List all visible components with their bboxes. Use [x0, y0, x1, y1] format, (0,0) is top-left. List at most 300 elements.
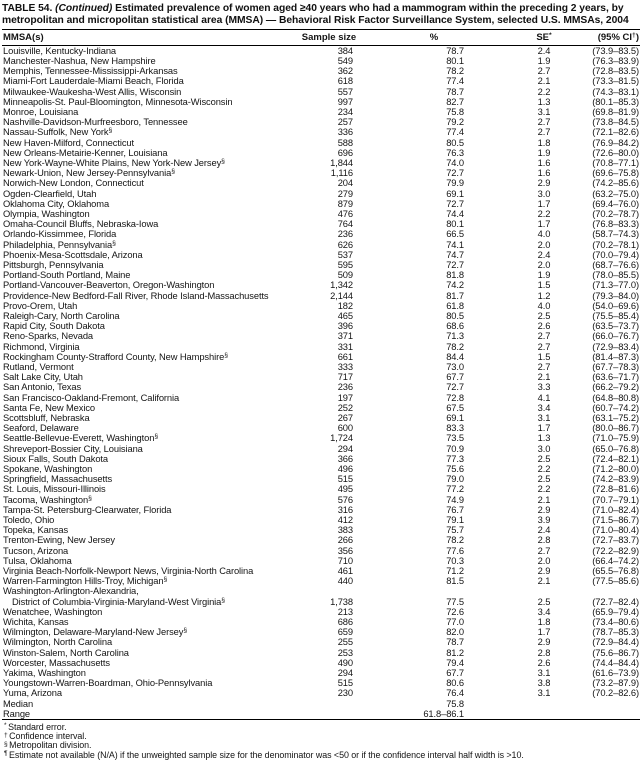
sample-size: 396: [337, 321, 353, 332]
mmsa-name: Milwaukee-Waukesha-West Allis, Wisconsin: [3, 86, 182, 97]
mmsa-name: Rapid City, South Dakota: [3, 321, 105, 332]
confidence-interval: (72.9–83.4): [592, 341, 639, 352]
footnote-marker: §: [224, 351, 228, 359]
confidence-interval: (70.8–77.1): [592, 157, 639, 168]
mmsa-name: Tulsa, Oklahoma: [3, 555, 72, 566]
mmsa-name: Newark-Union, New Jersey-Pennsylvania§: [3, 168, 175, 179]
standard-error: 2.9: [537, 637, 551, 648]
percent-value: 78.7: [446, 45, 464, 56]
percent-value: 67.5: [446, 402, 464, 413]
table-row: [2, 433, 640, 443]
sample-size: 333: [337, 361, 353, 372]
standard-error: 2.9: [537, 566, 551, 577]
mmsa-name: Portland-Vancouver-Beaverton, Oregon-Washington: [3, 280, 215, 291]
standard-error: 2.5: [537, 596, 551, 607]
title-continued: (Continued): [55, 3, 113, 14]
sample-size: 255: [337, 637, 353, 648]
table-row: [2, 280, 640, 290]
footnote: † Confidence interval.: [4, 731, 87, 741]
percent-value: 74.0: [446, 157, 464, 168]
sample-size: 204: [337, 178, 353, 189]
confidence-interval: (80.1–85.3): [592, 96, 639, 107]
confidence-interval: (65.0–76.8): [592, 443, 639, 454]
mmsa-name: Wichita, Kansas: [3, 617, 69, 628]
mmsa-name: Norwich-New London, Connecticut: [3, 178, 144, 189]
standard-error: 1.3: [537, 433, 551, 444]
percent-value: 71.3: [446, 331, 464, 342]
standard-error: 4.0: [537, 229, 551, 240]
table-row: [2, 658, 640, 668]
table-row: [2, 148, 640, 158]
mmsa-name: Olympia, Washington: [3, 208, 90, 219]
confidence-interval: (66.4–74.2): [592, 555, 639, 566]
table-row: [2, 535, 640, 545]
confidence-interval: (69.4–76.0): [592, 198, 639, 209]
sample-size: 362: [337, 66, 353, 77]
mmsa-name: Manchester-Nashua, New Hampshire: [3, 55, 156, 66]
standard-error: 1.9: [537, 270, 551, 281]
table-row: [2, 525, 640, 535]
mmsa-name: Reno-Sparks, Nevada: [3, 331, 94, 342]
table-row: [2, 219, 640, 229]
mmsa-name: New Haven-Milford, Connecticut: [3, 137, 134, 148]
sample-size: 279: [337, 188, 353, 199]
sample-size: 1,342: [330, 280, 353, 291]
percent-value: 73.5: [446, 433, 464, 444]
percent-value: 73.0: [446, 361, 464, 372]
standard-error: 2.4: [537, 45, 551, 56]
column-header: Sample size: [299, 30, 359, 46]
confidence-interval: (73.2–87.9): [592, 678, 639, 689]
percent-value: 67.7: [446, 372, 464, 383]
mmsa-name: San Antonio, Texas: [3, 382, 82, 393]
sample-size: 661: [337, 351, 353, 362]
mmsa-name: Sioux Falls, South Dakota: [3, 453, 109, 464]
sample-size: 588: [337, 137, 353, 148]
percent-value: 72.6: [446, 606, 464, 617]
standard-error: 3.4: [537, 402, 551, 413]
mmsa-name: Oklahoma City, Oklahoma: [3, 198, 110, 209]
sample-size: 686: [337, 617, 353, 628]
standard-error: 2.5: [537, 310, 551, 321]
sample-size: 997: [337, 96, 353, 107]
sample-size: 515: [337, 474, 353, 485]
percent-value: 74.1: [446, 239, 464, 250]
table-body: [2, 45, 640, 719]
standard-error: 2.5: [537, 474, 551, 485]
mmsa-name: Ogden-Clearfield, Utah: [3, 188, 97, 199]
sample-size: 267: [337, 413, 353, 423]
percent-value: 75.6: [446, 464, 464, 475]
footnotes: [2, 723, 638, 761]
footnote-marker: †: [632, 31, 636, 39]
mmsa-name: Trenton-Ewing, New Jersey: [3, 535, 115, 546]
mmsa-name: Wilmington, Delaware-Maryland-New Jersey§: [3, 627, 188, 638]
table-row: [2, 637, 640, 647]
table-row: [2, 576, 640, 586]
percent-value: 77.4: [446, 127, 464, 138]
sample-size: 331: [337, 341, 353, 352]
footnote-marker: †: [4, 731, 8, 739]
table-row: [2, 382, 640, 392]
sample-size: 366: [337, 453, 353, 464]
table-row: [2, 270, 640, 280]
table-row: [2, 362, 640, 372]
table-row: [2, 495, 640, 505]
confidence-interval: (58.7–74.3): [592, 229, 639, 240]
table-number: TABLE 54.: [2, 3, 53, 14]
standard-error: 2.9: [537, 504, 551, 515]
standard-error: 2.7: [537, 127, 551, 138]
table-row: [2, 260, 640, 270]
sample-size: 1,844: [330, 157, 353, 168]
confidence-interval: (63.5–73.7): [592, 321, 639, 332]
sample-size: 557: [337, 86, 353, 97]
standard-error: 3.8: [537, 678, 551, 689]
footnote-marker: §: [112, 239, 116, 247]
mmsa-name: Phoenix-Mesa-Scottsdale, Arizona: [3, 249, 143, 260]
confidence-interval: (74.2–85.6): [592, 178, 639, 189]
table-row: [2, 240, 640, 250]
standard-error: 1.7: [537, 627, 551, 638]
table-row: [2, 607, 640, 617]
percent-value: 69.1: [446, 413, 464, 423]
percent-value: 79.2: [446, 117, 464, 128]
mmsa-name: Raleigh-Cary, North Carolina: [3, 310, 120, 321]
confidence-interval: (76.3–83.9): [592, 55, 639, 66]
sample-size: 384: [337, 45, 353, 56]
standard-error: 3.3: [537, 382, 551, 393]
footnote-marker: §: [4, 740, 8, 748]
percent-value: 72.7: [446, 198, 464, 209]
table-row: [2, 566, 640, 576]
mmsa-name: Yuma, Arizona: [3, 688, 62, 699]
table-row: [2, 556, 640, 566]
table-row: [2, 342, 640, 352]
sample-size: 595: [337, 259, 353, 270]
percent-value: 79.4: [446, 657, 464, 668]
percent-value: 80.5: [446, 310, 464, 321]
sample-size: 253: [337, 647, 353, 658]
table-row: [2, 168, 640, 178]
percent-value: 77.3: [446, 453, 464, 464]
percent-value: 75.8: [446, 106, 464, 117]
confidence-interval: (71.0–80.4): [592, 525, 639, 536]
confidence-interval: (71.5–86.7): [592, 515, 639, 526]
confidence-interval: (72.4–82.1): [592, 453, 639, 464]
confidence-interval: (73.8–84.5): [592, 117, 639, 128]
table-row: [2, 474, 640, 484]
standard-error: 2.4: [537, 249, 551, 260]
confidence-interval: (60.7–74.2): [592, 402, 639, 413]
table-row: [2, 464, 640, 474]
percent-value: 82.7: [446, 96, 464, 107]
table-row: [2, 586, 640, 606]
mmsa-name: Scottsbluff, Nebraska: [3, 413, 90, 423]
sample-size: 294: [337, 443, 353, 454]
standard-error: 1.9: [537, 55, 551, 66]
confidence-interval: (71.0–75.9): [592, 433, 639, 444]
mmsa-name: Monroe, Louisiana: [3, 106, 79, 117]
standard-error: 3.1: [537, 668, 551, 679]
mmsa-name: Richmond, Virginia: [3, 341, 80, 352]
sample-size: 696: [337, 147, 353, 158]
percent-value: 74.4: [446, 208, 464, 219]
standard-error: 3.4: [537, 606, 551, 617]
standard-error: 2.7: [537, 545, 551, 556]
percent-value: 78.2: [446, 341, 464, 352]
sample-size: 234: [337, 106, 353, 117]
mmsa-name: Shreveport-Bossier City, Louisiana: [3, 443, 143, 454]
percent-value: 78.7: [446, 637, 464, 648]
standard-error: 2.0: [537, 555, 551, 566]
sample-size: 182: [337, 300, 353, 311]
sample-size: 371: [337, 331, 353, 342]
sample-size: 266: [337, 535, 353, 546]
standard-error: 2.2: [537, 208, 551, 219]
percent-value: 71.2: [446, 566, 464, 577]
sample-size: 549: [337, 55, 353, 66]
table-row: [2, 87, 640, 97]
percent-value: 76.3: [446, 147, 464, 158]
footnote-marker: §: [171, 168, 175, 176]
mmsa-name: Philadelphia, Pennsylvania§: [3, 239, 116, 250]
sample-size: 626: [337, 239, 353, 250]
table-row: [2, 372, 640, 382]
percent-value: 77.6: [446, 545, 464, 556]
standard-error: 2.8: [537, 647, 551, 658]
standard-error: 2.6: [537, 321, 551, 332]
mmsa-name: Seaford, Delaware: [3, 423, 79, 434]
footnote: * Standard error.: [4, 721, 67, 732]
confidence-interval: (72.6–80.0): [592, 147, 639, 158]
table-row: [2, 484, 640, 494]
percent-value: 77.0: [446, 617, 464, 628]
mmsa-name: Seattle-Bellevue-Everett, Washington§: [3, 433, 159, 444]
confidence-interval: (78.0–85.5): [592, 270, 639, 281]
confidence-interval: (69.6–75.8): [592, 168, 639, 179]
percent-value: 79.9: [446, 178, 464, 189]
column-header: MMSA(s): [2, 30, 299, 46]
standard-error: 1.7: [537, 219, 551, 230]
mmsa-name: Tucson, Arizona: [3, 545, 69, 556]
table-row: [2, 56, 640, 66]
mmsa-name: Wenatchee, Washington: [3, 606, 103, 617]
confidence-interval: (77.5–85.6): [592, 576, 639, 587]
mmsa-name: Nassau-Suffolk, New York§: [3, 127, 113, 138]
confidence-interval: (72.7–82.4): [592, 596, 639, 607]
table-row: [2, 117, 640, 127]
confidence-interval: (63.1–75.2): [592, 413, 639, 423]
percent-value: 78.2: [446, 66, 464, 77]
percent-value: 80.6: [446, 678, 464, 689]
standard-error: 2.1: [537, 76, 551, 87]
table-row: [2, 127, 640, 137]
confidence-interval: (71.0–82.4): [592, 504, 639, 515]
standard-error: 2.7: [537, 341, 551, 352]
table-row: [2, 209, 640, 219]
percent-value: 77.4: [446, 76, 464, 87]
confidence-interval: (69.8–81.9): [592, 106, 639, 117]
standard-error: 2.0: [537, 239, 551, 250]
sample-size: 537: [337, 249, 353, 260]
percent-value: 79.0: [446, 474, 464, 485]
table-row: [2, 199, 640, 209]
mmsa-name: New York-Wayne-White Plains, New York-New Jersey§: [3, 157, 225, 168]
percent-value: 76.4: [446, 688, 464, 699]
standard-error: 1.7: [537, 423, 551, 434]
sample-size: 618: [337, 76, 353, 87]
sample-size: 236: [337, 382, 353, 393]
standard-error: 3.9: [537, 515, 551, 526]
sample-size: 252: [337, 402, 353, 413]
sample-size: 356: [337, 545, 353, 556]
table-row: [2, 678, 640, 688]
summary-value: 61.8–86.1: [423, 708, 464, 719]
confidence-interval: (65.9–79.4): [592, 606, 639, 617]
mmsa-name: Providence-New Bedford-Fall River, Rhode Island-Massachusetts: [3, 290, 269, 301]
mmsa-name: Winston-Salem, North Carolina: [3, 647, 129, 658]
standard-error: 4.1: [537, 392, 551, 403]
standard-error: 2.2: [537, 86, 551, 97]
table-row: [2, 648, 640, 658]
table-row: [2, 546, 640, 556]
percent-value: 84.4: [446, 351, 464, 362]
standard-error: 3.1: [537, 413, 551, 423]
standard-error: 4.0: [537, 300, 551, 311]
confidence-interval: (70.2–82.6): [592, 688, 639, 699]
confidence-interval: (75.5–85.4): [592, 310, 639, 321]
mmsa-name: Memphis, Tennessee-Mississippi-Arkansas: [3, 66, 178, 77]
standard-error: 3.1: [537, 688, 551, 699]
mmsa-name: Louisville, Kentucky-Indiana: [3, 45, 117, 56]
confidence-interval: (76.9–84.2): [592, 137, 639, 148]
confidence-interval: (72.9–84.4): [592, 637, 639, 648]
summary-row: [2, 699, 640, 709]
mmsa-name: Miami-Fort Lauderdale-Miami Beach, Florida: [3, 76, 184, 87]
confidence-interval: (81.4–87.3): [592, 351, 639, 362]
table-row: [2, 66, 640, 76]
table-row: [2, 413, 640, 423]
confidence-interval: (65.5–76.8): [592, 566, 639, 577]
sample-size: 230: [337, 688, 353, 699]
sample-size: 197: [337, 392, 353, 403]
standard-error: 2.7: [537, 117, 551, 128]
confidence-interval: (80.0–86.7): [592, 423, 639, 434]
mmsa-name: Topeka, Kansas: [3, 525, 69, 536]
sample-size: 710: [337, 555, 353, 566]
confidence-interval: (61.6–73.9): [592, 668, 639, 679]
percent-value: 83.3: [446, 423, 464, 434]
footnote-marker: §: [88, 494, 92, 502]
percent-value: 78.7: [446, 86, 464, 97]
percent-value: 81.8: [446, 270, 464, 281]
standard-error: 2.4: [537, 525, 551, 536]
sample-size: 213: [337, 606, 353, 617]
standard-error: 2.1: [537, 494, 551, 505]
confidence-interval: (72.2–82.9): [592, 545, 639, 556]
confidence-interval: (63.2–75.0): [592, 188, 639, 199]
sample-size: 600: [337, 423, 353, 434]
sample-size: 490: [337, 657, 353, 668]
sample-size: 316: [337, 504, 353, 515]
sample-size: 383: [337, 525, 353, 536]
sample-size: 1,738: [330, 596, 353, 607]
mmsa-name: Rockingham County-Strafford County, New Hampshire§: [3, 351, 228, 362]
percent-value: 80.1: [446, 55, 464, 66]
confidence-interval: (79.3–84.0): [592, 290, 639, 301]
sample-size: 465: [337, 310, 353, 321]
footnote-marker: §: [154, 433, 159, 441]
sample-size: 236: [337, 229, 353, 240]
confidence-interval: (72.1–82.6): [592, 127, 639, 138]
table-row: [2, 76, 640, 86]
confidence-interval: (70.7–79.1): [592, 494, 639, 505]
sample-size: 515: [337, 678, 353, 689]
table-row: [2, 505, 640, 515]
standard-error: 2.7: [537, 331, 551, 342]
header-row: [2, 30, 640, 46]
percent-value: 66.5: [446, 229, 464, 240]
standard-error: 2.0: [537, 259, 551, 270]
column-header: %: [359, 30, 509, 46]
summary-row: [2, 709, 640, 720]
standard-error: 2.1: [537, 576, 551, 587]
percent-value: 81.2: [446, 647, 464, 658]
table-title: [2, 3, 638, 27]
sample-size: 495: [337, 484, 353, 495]
standard-error: 1.5: [537, 351, 551, 362]
table-row: [2, 311, 640, 321]
footnote: § Metropolitan division.: [4, 740, 92, 751]
mmsa-name: Pittsburgh, Pennsylvania: [3, 259, 104, 270]
percent-value: 72.7: [446, 382, 464, 393]
sample-size: 576: [337, 494, 353, 505]
confidence-interval: (54.0–69.6): [592, 300, 639, 311]
percent-value: 74.7: [446, 249, 464, 260]
standard-error: 2.7: [537, 361, 551, 372]
table-row: [2, 444, 640, 454]
confidence-interval: (72.7–83.7): [592, 535, 639, 546]
percent-value: 70.9: [446, 443, 464, 454]
percent-value: 77.5: [446, 596, 464, 607]
mmsa-name: Provo-Orem, Utah: [3, 300, 78, 311]
footnote-marker: §: [108, 127, 113, 135]
confidence-interval: (68.7–76.6): [592, 259, 639, 270]
sample-size: 764: [337, 219, 353, 230]
mmsa-name: Youngstown-Warren-Boardman, Ohio-Pennsylvania: [3, 678, 213, 689]
confidence-interval: (72.8–81.6): [592, 484, 639, 495]
footnote-marker: §: [221, 157, 225, 165]
footnote: ¶ Estimate not available (N/A) if the unweighted sample size for the denominator was <50 or if the confidence interval half width is >10.: [4, 749, 524, 760]
table-row: [2, 291, 640, 301]
confidence-interval: (74.4–84.4): [592, 657, 639, 668]
table-row: [2, 158, 640, 168]
confidence-interval: (73.4–80.6): [592, 617, 639, 628]
column-header: SE*: [509, 30, 579, 46]
standard-error: 1.8: [537, 617, 551, 628]
sample-size: 257: [337, 117, 353, 128]
table-row: [2, 627, 640, 637]
sample-size: 1,724: [330, 433, 353, 444]
confidence-interval: (75.6–86.7): [592, 647, 639, 658]
sample-size: 2,144: [330, 290, 353, 301]
confidence-interval: (71.2–80.0): [592, 464, 639, 475]
mmsa-name: Orlando-Kissimmee, Florida: [3, 229, 117, 240]
mmsa-name: Nashville-Davidson-Murfreesboro, Tennessee: [3, 117, 188, 128]
table-row: [2, 250, 640, 260]
standard-error: 1.6: [537, 168, 551, 179]
